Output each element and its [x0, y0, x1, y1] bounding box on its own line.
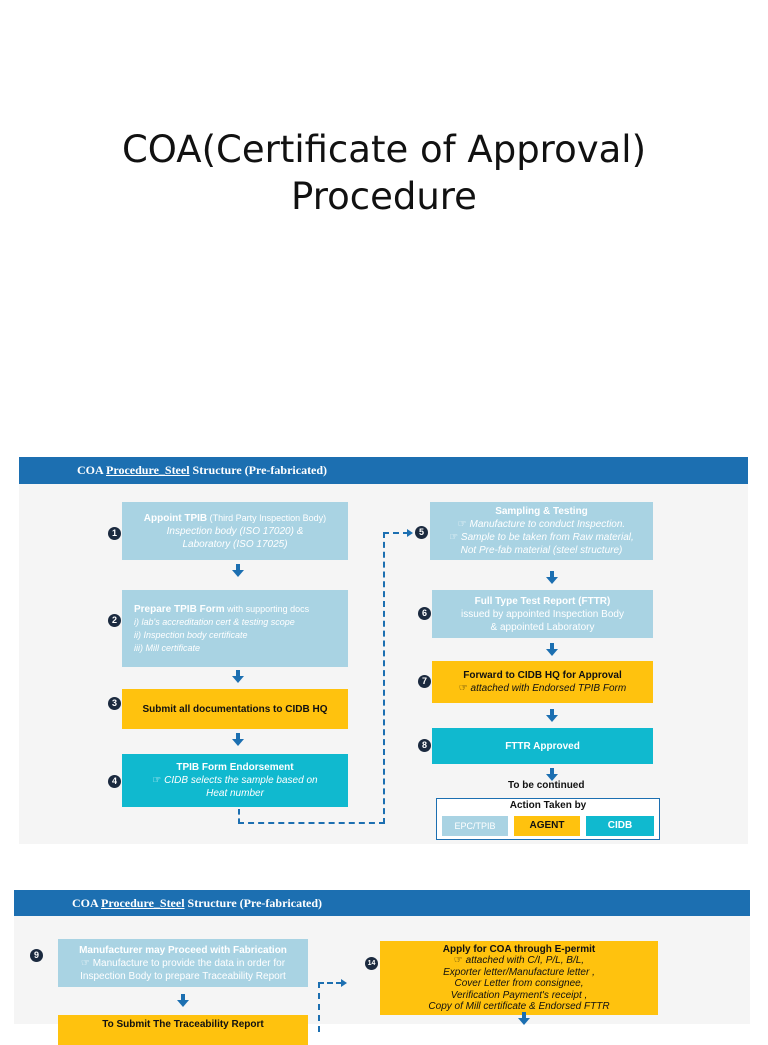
step-5-line: ☞ Sample to be taken from Raw material, [449, 532, 634, 543]
step-number-14: 14 [365, 957, 378, 970]
step-2-title: Prepare TPIB Form [134, 603, 225, 615]
step-number-5: 5 [415, 526, 428, 539]
title-line-2: Procedure [291, 175, 477, 218]
header-suffix: Structure (Pre-fabricated) [184, 896, 323, 910]
step-number-2: 2 [108, 614, 121, 627]
step-14-title: Apply for COA through E-permit [442, 943, 596, 955]
step-9-title: Manufacturer may Proceed with Fabrication [79, 944, 287, 956]
step-2-subtitle: with supporting docs [224, 603, 310, 614]
header-prefix: COA [72, 896, 102, 910]
step-4-tpib-form-endorsement [122, 754, 348, 807]
step-8-fttr-approved [432, 728, 653, 764]
to-be-continued: To be continued [508, 780, 585, 791]
step-6-full-type-test-report [432, 590, 653, 638]
connector-line [318, 982, 342, 984]
step-1-subtitle: (Third Party Inspection Body) [207, 512, 327, 523]
step-10-submit-traceability-report [58, 1015, 308, 1045]
step-4-line: Heat number [206, 788, 264, 799]
slide-title [0, 126, 768, 220]
step-3-submit-documentations [122, 689, 348, 729]
down-arrow [177, 1000, 189, 1007]
step-4-title: TPIB Form Endorsement [176, 762, 294, 773]
down-arrow [232, 739, 244, 746]
step-9-line: ☞ Manufacture to provide the data in order for [80, 957, 286, 969]
step-6-line: & appointed Laboratory [490, 621, 595, 633]
step-1-appoint-tpib [122, 502, 348, 560]
action-legend [436, 798, 660, 840]
step-8-title: FTTR Approved [505, 740, 580, 752]
down-arrow [546, 577, 558, 584]
connector-line [238, 822, 385, 824]
step-7-title: Forward to CIDB HQ for Approval [463, 670, 622, 681]
step-2-line: ii) Inspection body certificate [134, 629, 248, 640]
step-1-line: Inspection body (ISO 17020) & [166, 525, 304, 537]
title-line-1: COA(Certificate of Approval) [121, 128, 647, 171]
down-arrow [232, 676, 244, 683]
step-5-line: Not Pre-fab material (steel structure) [460, 545, 623, 556]
down-arrow [546, 649, 558, 656]
step-3-title: Submit all documentations to CIDB HQ [142, 703, 328, 715]
down-arrow [518, 1018, 530, 1025]
step-2-line: iii) Mill certificate [134, 642, 201, 653]
right-arrow [341, 979, 347, 987]
header-suffix: Structure (Pre-fabricated) [189, 463, 328, 477]
step-number-8: 8 [418, 739, 431, 752]
header-underlined: Procedure_Steel [101, 896, 185, 910]
procedure-panel-2 [14, 890, 750, 1030]
procedure-panel-1 [19, 457, 748, 844]
step-6-line: issued by appointed Inspection Body [461, 608, 624, 620]
step-14-apply-for-coa [380, 941, 658, 1015]
step-number-6: 6 [418, 607, 431, 620]
connector-line [318, 982, 320, 1032]
step-14-line: Exporter letter/Manufacture letter , [443, 966, 595, 978]
step-6-title: Full Type Test Report (FTTR) [474, 595, 611, 607]
step-5-line: ☞ Manufacture to conduct Inspection. [457, 519, 626, 530]
step-2-line: i) lab's accreditation cert & testing scope [134, 616, 295, 627]
legend-epc-tpib: EPC/TPIB [442, 816, 508, 836]
step-1-title: Appoint TPIB [143, 512, 208, 524]
step-4-line: ☞ CIDB selects the sample based on [152, 775, 318, 786]
step-7-forward-to-cidb [432, 661, 653, 703]
legend-title: Action Taken by [509, 800, 587, 811]
down-arrow [232, 570, 244, 577]
step-14-line: Cover Letter from consignee, [454, 978, 584, 989]
step-14-line: Copy of Mill certificate & Endorsed FTTR [428, 1001, 610, 1012]
step-number-9: 9 [30, 949, 43, 962]
right-arrow [407, 529, 413, 537]
step-number-3: 3 [108, 697, 121, 710]
step-5-title: Sampling & Testing [495, 506, 588, 517]
step-9-proceed-with-fabrication [58, 939, 308, 987]
step-1-line: Laboratory (ISO 17025) [182, 538, 288, 550]
step-14-line: Verification Payment's receipt , [450, 989, 588, 1001]
step-number-7: 7 [418, 675, 431, 688]
step-number-4: 4 [108, 775, 121, 788]
legend-cidb: CIDB [586, 816, 654, 836]
panel-header [19, 457, 748, 484]
step-14-line: ☞ attached with C/I, P/L, B/L, [453, 955, 585, 966]
step-5-sampling-testing [430, 502, 653, 560]
step-10-title: To Submit The Traceability Report [102, 1019, 264, 1030]
legend-agent: AGENT [514, 816, 580, 836]
connector-line [383, 532, 385, 824]
connector-line [383, 532, 409, 534]
step-9-line: Inspection Body to prepare Traceability Report [80, 970, 286, 982]
header-prefix: COA [77, 463, 107, 477]
step-number-1: 1 [108, 527, 121, 540]
step-7-line: ☞ attached with Endorsed TPIB Form [458, 683, 627, 694]
panel-header [14, 890, 750, 916]
header-underlined: Procedure_Steel [106, 463, 190, 477]
down-arrow [546, 715, 558, 722]
step-2-prepare-tpib-form [122, 590, 348, 667]
